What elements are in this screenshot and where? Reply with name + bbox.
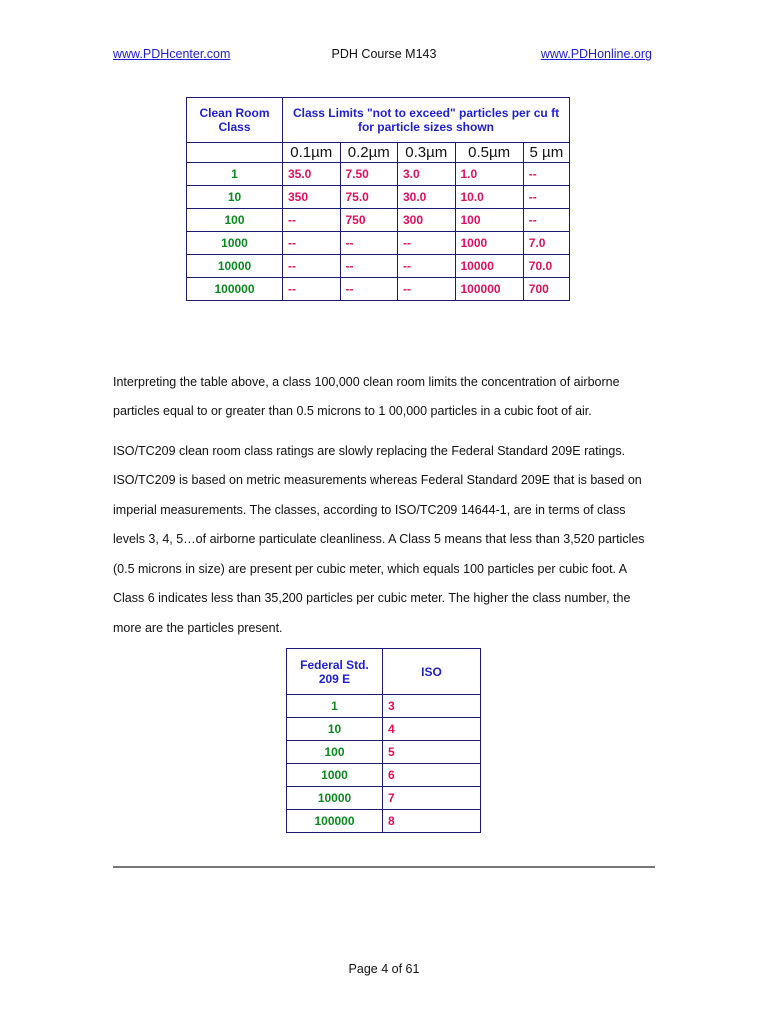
page-number: Page 4 of 61 bbox=[348, 962, 420, 976]
value-cell: 100000 bbox=[455, 278, 523, 301]
value-cell: 7.0 bbox=[523, 232, 569, 255]
value-cell: 75.0 bbox=[340, 186, 398, 209]
fed-cell: 10000 bbox=[287, 787, 383, 810]
value-cell: -- bbox=[340, 255, 398, 278]
footer-divider bbox=[113, 866, 655, 868]
clean-room-class-table bbox=[186, 97, 570, 301]
iso-cell: 6 bbox=[383, 764, 481, 787]
value-cell: -- bbox=[398, 278, 456, 301]
table-row bbox=[187, 255, 570, 278]
pdhcenter-link[interactable]: www.PDHcenter.com bbox=[113, 47, 231, 61]
table-row bbox=[287, 695, 481, 718]
value-cell: 350 bbox=[283, 186, 341, 209]
iso-cell: 8 bbox=[383, 810, 481, 833]
interpretation-paragraph: Interpreting the table above, a class 100,000 clean room limits the concentration of airborne particles equal to or greater than 0.5 microns to 1 00,000 particles in a cubic foot of air. bbox=[113, 374, 620, 418]
value-cell: 7.50 bbox=[340, 163, 398, 186]
table-row bbox=[287, 810, 481, 833]
class-cell: 10000 bbox=[187, 255, 283, 278]
empty-cell bbox=[187, 143, 283, 163]
value-cell: 700 bbox=[523, 278, 569, 301]
class-cell: 100 bbox=[187, 209, 283, 232]
value-cell: 10.0 bbox=[455, 186, 523, 209]
table-row bbox=[187, 278, 570, 301]
iso-cell: 4 bbox=[383, 718, 481, 741]
value-cell: -- bbox=[523, 163, 569, 186]
value-cell: -- bbox=[398, 255, 456, 278]
value-cell: 1000 bbox=[455, 232, 523, 255]
value-cell: 100 bbox=[455, 209, 523, 232]
value-cell: 3.0 bbox=[398, 163, 456, 186]
iso-cell: 3 bbox=[383, 695, 481, 718]
class-cell: 10 bbox=[187, 186, 283, 209]
value-cell: -- bbox=[398, 232, 456, 255]
class-cell: 1000 bbox=[187, 232, 283, 255]
value-cell: -- bbox=[340, 232, 398, 255]
value-cell: 35.0 bbox=[283, 163, 341, 186]
value-cell: 30.0 bbox=[398, 186, 456, 209]
size-header: 0.5µm bbox=[455, 143, 523, 163]
value-cell: -- bbox=[523, 209, 569, 232]
table-row bbox=[187, 186, 570, 209]
value-cell: 70.0 bbox=[523, 255, 569, 278]
size-header: 0.3µm bbox=[398, 143, 456, 163]
value-cell: -- bbox=[523, 186, 569, 209]
class-cell: 1 bbox=[187, 163, 283, 186]
value-cell: -- bbox=[283, 278, 341, 301]
table-row bbox=[287, 741, 481, 764]
clean-room-class-header: Clean Room Class bbox=[187, 98, 283, 143]
table-row bbox=[187, 209, 570, 232]
fed-std-header: Federal Std. 209 E bbox=[287, 649, 383, 695]
fed-cell: 100 bbox=[287, 741, 383, 764]
course-title: PDH Course M143 bbox=[331, 47, 437, 61]
fed-cell: 10 bbox=[287, 718, 383, 741]
fed-cell: 1000 bbox=[287, 764, 383, 787]
value-cell: -- bbox=[283, 232, 341, 255]
size-header: 0.2µm bbox=[340, 143, 398, 163]
table-row bbox=[187, 163, 570, 186]
iso-paragraph: ISO/TC209 clean room class ratings are slowly replacing the Federal Standard 209E ratings. ISO/TC209 is based on metric measurements whereas Federal Standard 209E that is based on imperial measurements. The classes, according to ISO/TC209 14644-1, are in terms of class levels 3, 4, 5…of airborne particulate cleanliness. A Class 5 means that less than 3,520 particles (0.5 microns in size) are present per cubic meter, which equals 100 particles per cubic foot. A Class 6 indicates less than 35,200 particles per cubic meter. The higher the class number, the more are the particles present. bbox=[113, 443, 645, 635]
table-row bbox=[287, 764, 481, 787]
fed-iso-comparison-table bbox=[286, 648, 481, 833]
value-cell: 10000 bbox=[455, 255, 523, 278]
value-cell: -- bbox=[283, 209, 341, 232]
value-cell: -- bbox=[340, 278, 398, 301]
table-row bbox=[287, 787, 481, 810]
value-cell: 300 bbox=[398, 209, 456, 232]
value-cell: 750 bbox=[340, 209, 398, 232]
size-header: 5 µm bbox=[523, 143, 569, 163]
size-header: 0.1µm bbox=[283, 143, 341, 163]
fed-cell: 1 bbox=[287, 695, 383, 718]
pdhonline-link[interactable]: www.PDHonline.org bbox=[540, 47, 652, 61]
value-cell: 1.0 bbox=[455, 163, 523, 186]
table-row bbox=[187, 232, 570, 255]
iso-header: ISO bbox=[383, 649, 481, 695]
class-limits-header: Class Limits "not to exceed" particles per cu ft for particle sizes shown bbox=[283, 98, 570, 143]
iso-cell: 7 bbox=[383, 787, 481, 810]
fed-cell: 100000 bbox=[287, 810, 383, 833]
value-cell: -- bbox=[283, 255, 341, 278]
table-row bbox=[287, 718, 481, 741]
iso-cell: 5 bbox=[383, 741, 481, 764]
class-cell: 100000 bbox=[187, 278, 283, 301]
